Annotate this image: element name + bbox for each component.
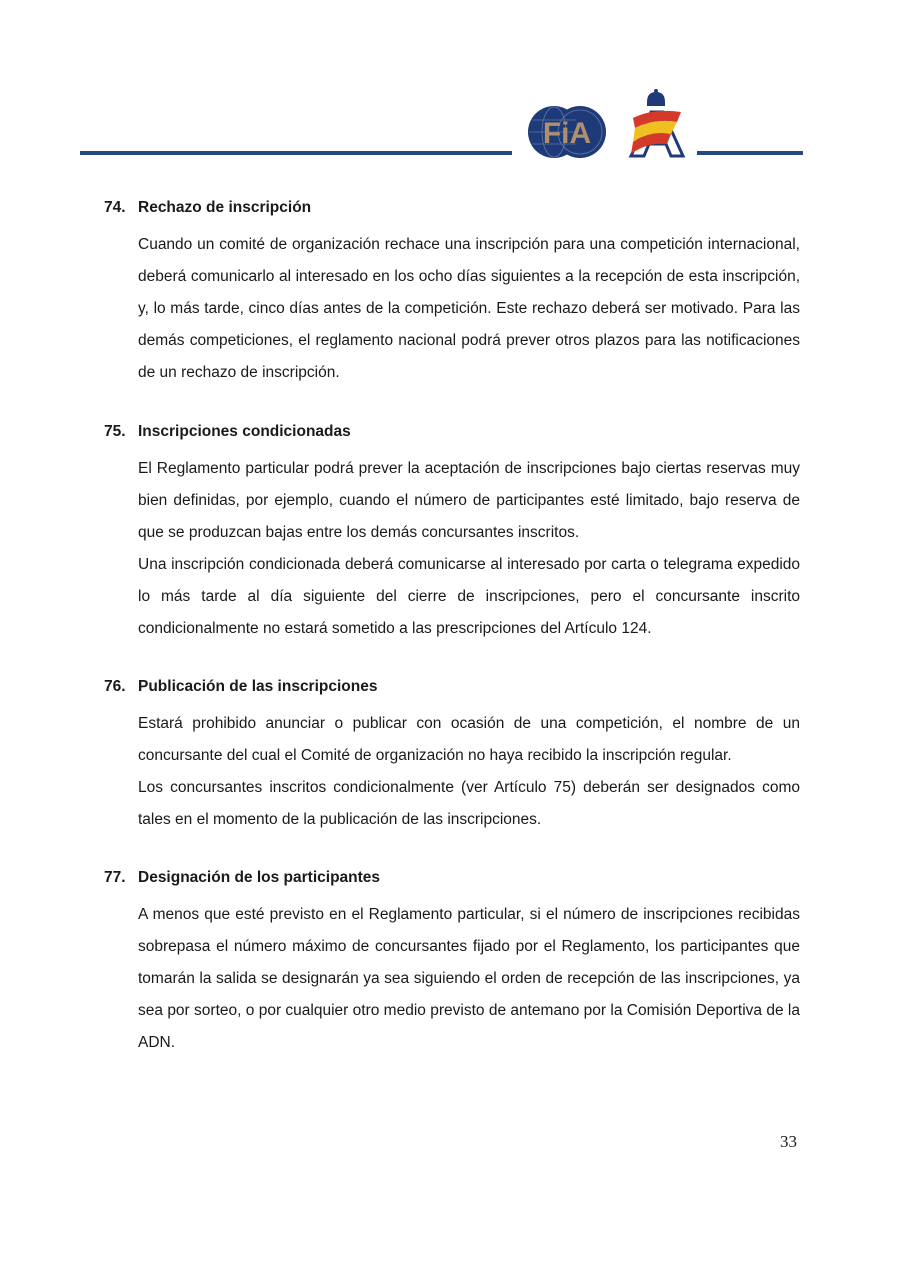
article-number: 75. <box>104 423 126 440</box>
article-75 <box>104 421 800 645</box>
article-76 <box>104 676 800 836</box>
article-heading <box>104 676 800 698</box>
article-heading <box>104 421 800 443</box>
header-rule-left <box>80 151 512 155</box>
article-number: 76. <box>104 678 126 695</box>
svg-text:FiA: FiA <box>542 117 592 150</box>
header-rule-right <box>697 151 803 155</box>
article-paragraph: Los concursantes inscritos condicionalmente (ver Artículo 75) deberán ser designados como tales en el momento de la publicación de las inscripciones. <box>138 779 800 828</box>
article-number: 74. <box>104 199 126 216</box>
article-paragraph: A menos que esté previsto en el Reglamento particular, si el número de inscripciones recibidas sobrepasa el número máximo de concursantes fijado por el Reglamento, los participantes que tomarán la salida se designarán ya sea siguiendo el orden de recepción de las inscripciones, ya sea por sorteo, o por cualquier otro medio previsto de antemano por la Comisión Deportiva de la ADN. <box>138 906 800 1051</box>
article-title: Inscripciones condicionadas <box>138 423 351 440</box>
article-paragraph: Una inscripción condicionada deberá comunicarse al interesado por carta o telegrama expedido lo más tarde al día siguiente del cierre de inscripciones, pero el concursante inscrito condicionalmente no estará sometido a las prescripciones del Artículo 124. <box>138 556 800 637</box>
article-paragraph: Cuando un comité de organización rechace una inscripción para una competición internacional, deberá comunicarlo al interesado en los ocho días siguientes a la recepción de esta inscripción, y, lo más tarde, cinco días antes de la competición. Este rechazo deberá ser motivado. Para las demás competiciones, el reglamento nacional podrá prever otros plazos para las notificaciones de un rechazo de inscripción. <box>138 236 800 381</box>
fia-logo-icon <box>526 104 608 160</box>
article-paragraph: El Reglamento particular podrá prever la aceptación de inscripciones bajo ciertas reservas muy bien definidas, por ejemplo, cuando el número de participantes esté limitado, bajo reserva de que se produzcan bajas entre los demás concursantes inscritos. <box>138 460 800 541</box>
article-number: 77. <box>104 869 126 886</box>
article-74 <box>104 197 800 389</box>
article-heading <box>104 867 800 889</box>
rfeda-logo-icon <box>625 88 689 158</box>
article-title: Publicación de las inscripciones <box>138 678 378 695</box>
article-title: Designación de los participantes <box>138 869 381 886</box>
article-77 <box>104 867 800 1059</box>
article-title: Rechazo de inscripción <box>138 199 312 216</box>
article-heading <box>104 197 800 219</box>
article-paragraph: Estará prohibido anunciar o publicar con ocasión de una competición, el nombre de un concursante del cual el Comité de organización no haya recibido la inscripción regular. <box>138 715 800 764</box>
page-number: 33 <box>780 1132 797 1151</box>
